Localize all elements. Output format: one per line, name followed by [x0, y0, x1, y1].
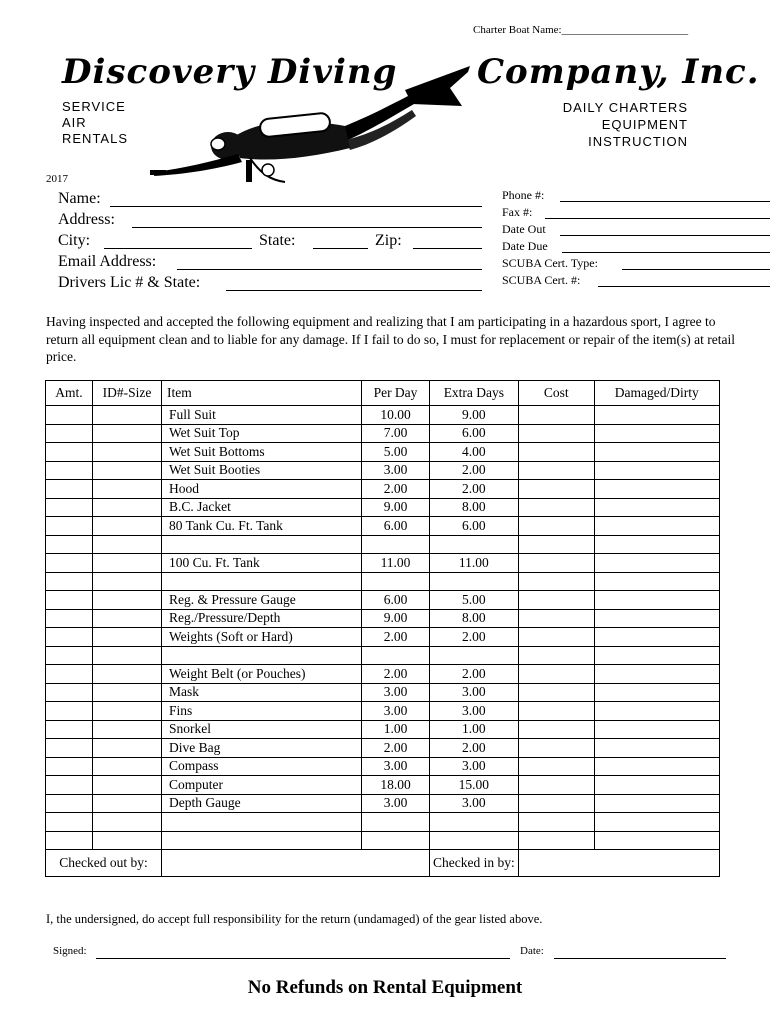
cost-cell[interactable] [518, 646, 594, 665]
cost-cell[interactable] [518, 480, 594, 499]
id-size-cell[interactable] [93, 591, 162, 610]
extra-days-cell: 3.00 [430, 683, 519, 702]
table-row [46, 720, 720, 739]
amt-cell[interactable] [46, 813, 93, 832]
damaged-dirty-cell[interactable] [594, 646, 719, 665]
per-day-cell: 3.00 [362, 461, 430, 480]
per-day-cell: 2.00 [362, 480, 430, 499]
extra-days-cell [430, 535, 519, 554]
id-size-cell[interactable] [93, 720, 162, 739]
scuba-diver-icon [150, 58, 480, 193]
date-due-label: Date Due [502, 239, 548, 253]
extra-days-cell: 4.00 [430, 443, 519, 462]
amt-cell[interactable] [46, 683, 93, 702]
amt-cell[interactable] [46, 646, 93, 665]
item-cell: Computer [162, 776, 362, 795]
address-label: Address: [58, 211, 115, 228]
id-size-cell[interactable] [93, 535, 162, 554]
col-header-per-day: Per Day [362, 381, 430, 406]
extra-days-cell: 6.00 [430, 517, 519, 536]
checked-in-label: Checked in by: [430, 850, 519, 877]
damaged-dirty-cell[interactable] [594, 535, 719, 554]
amt-cell[interactable] [46, 720, 93, 739]
damaged-dirty-cell[interactable] [594, 702, 719, 721]
agreement-text: Having inspected and accepted the following equipment and realizing that I am participating in a hazardous sport, I agree to return all equipment clean and to liable for any damage. If I fail to do so, I must for replacement or repair of the item(s) at retail price. [46, 314, 735, 364]
per-day-cell: 3.00 [362, 757, 430, 776]
id-size-cell[interactable] [93, 813, 162, 832]
item-cell: 100 Cu. Ft. Tank [162, 554, 362, 573]
item-cell: Fins [162, 702, 362, 721]
amt-cell[interactable] [46, 665, 93, 684]
service-item: SERVICE [62, 99, 126, 114]
damaged-dirty-cell[interactable] [594, 628, 719, 647]
acknowledgement-text: I, the undersigned, do accept full responsibility for the return (undamaged) of the gear listed above. [46, 912, 543, 926]
table-row [46, 813, 720, 832]
damaged-dirty-cell[interactable] [594, 813, 719, 832]
cost-cell[interactable] [518, 591, 594, 610]
item-cell: Weights (Soft or Hard) [162, 628, 362, 647]
damaged-dirty-cell[interactable] [594, 480, 719, 499]
amt-cell[interactable] [46, 406, 93, 425]
id-size-cell[interactable] [93, 646, 162, 665]
damaged-dirty-cell[interactable] [594, 461, 719, 480]
extra-days-cell: 3.00 [430, 757, 519, 776]
no-refunds-notice: No Refunds on Rental Equipment [247, 977, 523, 998]
amt-cell[interactable] [46, 535, 93, 554]
per-day-cell [362, 535, 430, 554]
cost-cell[interactable] [518, 739, 594, 758]
id-size-cell[interactable] [93, 517, 162, 536]
date-due-field[interactable] [562, 252, 770, 253]
id-size-cell[interactable] [93, 480, 162, 499]
amt-cell[interactable] [46, 517, 93, 536]
item-cell: B.C. Jacket [162, 498, 362, 517]
per-day-cell [362, 831, 430, 850]
id-size-cell[interactable] [93, 498, 162, 517]
damaged-dirty-cell[interactable] [594, 665, 719, 684]
per-day-cell: 6.00 [362, 517, 430, 536]
table-row [46, 517, 720, 536]
item-cell: Weight Belt (or Pouches) [162, 665, 362, 684]
cost-cell[interactable] [518, 424, 594, 443]
table-row [46, 683, 720, 702]
item-cell: Dive Bag [162, 739, 362, 758]
amt-cell[interactable] [46, 831, 93, 850]
per-day-cell: 11.00 [362, 554, 430, 573]
extra-days-cell: 1.00 [430, 720, 519, 739]
amt-cell[interactable] [46, 443, 93, 462]
damaged-dirty-cell[interactable] [594, 720, 719, 739]
amt-cell[interactable] [46, 776, 93, 795]
extra-days-cell: 3.00 [430, 702, 519, 721]
cost-cell[interactable] [518, 498, 594, 517]
city-field[interactable] [104, 248, 252, 249]
damaged-dirty-cell[interactable] [594, 572, 719, 591]
damaged-dirty-cell[interactable] [594, 683, 719, 702]
damaged-dirty-cell[interactable] [594, 831, 719, 850]
table-row [46, 665, 720, 684]
col-header-item: Item [162, 381, 362, 406]
id-size-cell[interactable] [93, 776, 162, 795]
damaged-dirty-cell[interactable] [594, 517, 719, 536]
item-cell [162, 646, 362, 665]
drivers-license-label: Drivers Lic # & State: [58, 274, 201, 291]
company-name-left: Discovery Diving [62, 52, 398, 92]
per-day-cell: 18.00 [362, 776, 430, 795]
id-size-cell[interactable] [93, 683, 162, 702]
service-item: AIR [62, 115, 87, 130]
cost-cell[interactable] [518, 517, 594, 536]
amt-cell[interactable] [46, 424, 93, 443]
table-row [46, 480, 720, 499]
table-row [46, 424, 720, 443]
id-size-cell[interactable] [93, 461, 162, 480]
per-day-cell: 7.00 [362, 424, 430, 443]
cost-cell[interactable] [518, 720, 594, 739]
id-size-cell[interactable] [93, 794, 162, 813]
col-header-damaged-dirty: Damaged/Dirty [594, 381, 719, 406]
id-size-cell[interactable] [93, 757, 162, 776]
id-size-cell[interactable] [93, 424, 162, 443]
item-cell: Wet Suit Bottoms [162, 443, 362, 462]
damaged-dirty-cell[interactable] [594, 443, 719, 462]
equipment-table [45, 380, 720, 877]
extra-days-cell [430, 572, 519, 591]
extra-days-cell: 2.00 [430, 739, 519, 758]
damaged-dirty-cell[interactable] [594, 498, 719, 517]
damaged-dirty-cell[interactable] [594, 757, 719, 776]
extra-days-cell: 8.00 [430, 498, 519, 517]
per-day-cell: 5.00 [362, 443, 430, 462]
extra-days-cell: 3.00 [430, 794, 519, 813]
table-row [46, 461, 720, 480]
cost-cell[interactable] [518, 572, 594, 591]
per-day-cell: 2.00 [362, 628, 430, 647]
id-size-cell[interactable] [93, 554, 162, 573]
name-field[interactable] [110, 206, 482, 207]
item-cell: Reg./Pressure/Depth [162, 609, 362, 628]
state-label: State: [259, 232, 296, 249]
checked-in-field[interactable] [518, 850, 719, 877]
table-row [46, 498, 720, 517]
damaged-dirty-cell[interactable] [594, 776, 719, 795]
service-item: RENTALS [62, 131, 128, 146]
damaged-dirty-cell[interactable] [594, 739, 719, 758]
scuba-cert-number-label: SCUBA Cert. #: [502, 273, 581, 287]
table-row [46, 406, 720, 425]
services-right [563, 99, 688, 150]
per-day-cell [362, 646, 430, 665]
id-size-cell[interactable] [93, 406, 162, 425]
id-size-cell[interactable] [93, 443, 162, 462]
checked-out-field[interactable] [162, 850, 430, 877]
cost-cell[interactable] [518, 776, 594, 795]
extra-days-cell: 2.00 [430, 480, 519, 499]
table-row [46, 535, 720, 554]
amt-cell[interactable] [46, 480, 93, 499]
cost-cell[interactable] [518, 665, 594, 684]
item-cell: 80 Tank Cu. Ft. Tank [162, 517, 362, 536]
id-size-cell[interactable] [93, 628, 162, 647]
cost-cell[interactable] [518, 683, 594, 702]
id-size-cell[interactable] [93, 739, 162, 758]
per-day-cell: 9.00 [362, 609, 430, 628]
charter-boat-name-field[interactable]: Charter Boat Name:_______________________ [473, 24, 689, 36]
item-cell [162, 831, 362, 850]
col-header-extra-days: Extra Days [430, 381, 519, 406]
item-cell: Wet Suit Booties [162, 461, 362, 480]
extra-days-cell: 11.00 [430, 554, 519, 573]
per-day-cell: 2.00 [362, 739, 430, 758]
cost-cell[interactable] [518, 535, 594, 554]
amt-cell[interactable] [46, 757, 93, 776]
zip-field[interactable] [413, 248, 482, 249]
date-out-field[interactable] [560, 235, 770, 236]
checked-out-label: Checked out by: [46, 850, 162, 877]
phone-label: Phone #: [502, 188, 545, 202]
email-label: Email Address: [58, 253, 157, 270]
extra-days-cell: 2.00 [430, 628, 519, 647]
damaged-dirty-cell[interactable] [594, 406, 719, 425]
item-cell [162, 813, 362, 832]
signed-label: Signed: [53, 945, 87, 957]
damaged-dirty-cell[interactable] [594, 609, 719, 628]
amt-cell[interactable] [46, 794, 93, 813]
date-field[interactable] [554, 958, 726, 959]
col-header-cost: Cost [518, 381, 594, 406]
item-cell: Depth Gauge [162, 794, 362, 813]
per-day-cell [362, 572, 430, 591]
damaged-dirty-cell[interactable] [594, 794, 719, 813]
amt-cell[interactable] [46, 498, 93, 517]
scuba-cert-type-field[interactable] [622, 269, 770, 270]
item-cell: Mask [162, 683, 362, 702]
service-item: DAILY CHARTERS [562, 100, 688, 115]
fax-label: Fax #: [502, 205, 533, 219]
cost-cell[interactable] [518, 609, 594, 628]
cost-cell[interactable] [518, 406, 594, 425]
cost-cell[interactable] [518, 757, 594, 776]
city-label: City: [58, 232, 91, 249]
address-field[interactable] [132, 227, 482, 228]
amt-cell[interactable] [46, 554, 93, 573]
cost-cell[interactable] [518, 702, 594, 721]
services-left [62, 99, 128, 147]
scuba-cert-number-field[interactable] [598, 286, 770, 287]
amt-cell[interactable] [46, 609, 93, 628]
per-day-cell: 6.00 [362, 591, 430, 610]
amt-cell[interactable] [46, 702, 93, 721]
extra-days-cell: 8.00 [430, 609, 519, 628]
extra-days-cell: 9.00 [430, 406, 519, 425]
extra-days-cell: 2.00 [430, 461, 519, 480]
cost-cell[interactable] [518, 628, 594, 647]
extra-days-cell: 2.00 [430, 665, 519, 684]
service-item: EQUIPMENT [601, 117, 688, 132]
date-label: Date: [520, 945, 544, 957]
cost-cell[interactable] [518, 831, 594, 850]
per-day-cell: 9.00 [362, 498, 430, 517]
item-cell: Reg. & Pressure Gauge [162, 591, 362, 610]
name-label: Name: [58, 190, 101, 207]
item-cell: Full Suit [162, 406, 362, 425]
extra-days-cell [430, 646, 519, 665]
per-day-cell: 2.00 [362, 665, 430, 684]
per-day-cell [362, 813, 430, 832]
per-day-cell: 10.00 [362, 406, 430, 425]
signature-field[interactable] [96, 958, 510, 959]
col-header-amt: Amt. [46, 381, 93, 406]
table-row [46, 831, 720, 850]
scuba-cert-type-label: SCUBA Cert. Type: [502, 256, 598, 270]
item-cell: Hood [162, 480, 362, 499]
table-row [46, 609, 720, 628]
service-item: INSTRUCTION [588, 134, 688, 149]
table-row [46, 702, 720, 721]
id-size-cell[interactable] [93, 702, 162, 721]
amt-cell[interactable] [46, 461, 93, 480]
cost-cell[interactable] [518, 443, 594, 462]
cost-cell[interactable] [518, 554, 594, 573]
per-day-cell: 3.00 [362, 702, 430, 721]
item-cell [162, 572, 362, 591]
table-row [46, 757, 720, 776]
damaged-dirty-cell[interactable] [594, 554, 719, 573]
item-cell [162, 535, 362, 554]
cost-cell[interactable] [518, 461, 594, 480]
extra-days-cell: 5.00 [430, 591, 519, 610]
phone-field[interactable] [560, 201, 770, 202]
extra-days-cell [430, 831, 519, 850]
table-row [46, 776, 720, 795]
amt-cell[interactable] [46, 628, 93, 647]
per-day-cell: 3.00 [362, 794, 430, 813]
company-name-right: Company, Inc. [477, 52, 760, 92]
table-row [46, 443, 720, 462]
id-size-cell[interactable] [93, 609, 162, 628]
item-cell: Compass [162, 757, 362, 776]
col-header-id-size: ID#-Size [93, 381, 162, 406]
year-label: 2017 [46, 173, 68, 185]
damaged-dirty-cell[interactable] [594, 424, 719, 443]
id-size-cell[interactable] [93, 831, 162, 850]
item-cell: Wet Suit Top [162, 424, 362, 443]
table-row [46, 646, 720, 665]
table-row [46, 794, 720, 813]
extra-days-cell: 15.00 [430, 776, 519, 795]
amt-cell[interactable] [46, 739, 93, 758]
state-field[interactable] [313, 248, 368, 249]
zip-label: Zip: [375, 232, 402, 249]
amt-cell[interactable] [46, 591, 93, 610]
extra-days-cell: 6.00 [430, 424, 519, 443]
id-size-cell[interactable] [93, 572, 162, 591]
per-day-cell: 1.00 [362, 720, 430, 739]
amt-cell[interactable] [46, 572, 93, 591]
fax-field[interactable] [545, 218, 770, 219]
cost-cell[interactable] [518, 813, 594, 832]
table-row [46, 591, 720, 610]
table-row [46, 572, 720, 591]
per-day-cell: 3.00 [362, 683, 430, 702]
table-row [46, 739, 720, 758]
table-row [46, 628, 720, 647]
cost-cell[interactable] [518, 794, 594, 813]
table-row [46, 554, 720, 573]
email-field[interactable] [177, 269, 482, 270]
drivers-license-field[interactable] [226, 290, 482, 291]
damaged-dirty-cell[interactable] [594, 591, 719, 610]
extra-days-cell [430, 813, 519, 832]
item-cell: Snorkel [162, 720, 362, 739]
date-out-label: Date Out [502, 222, 546, 236]
id-size-cell[interactable] [93, 665, 162, 684]
